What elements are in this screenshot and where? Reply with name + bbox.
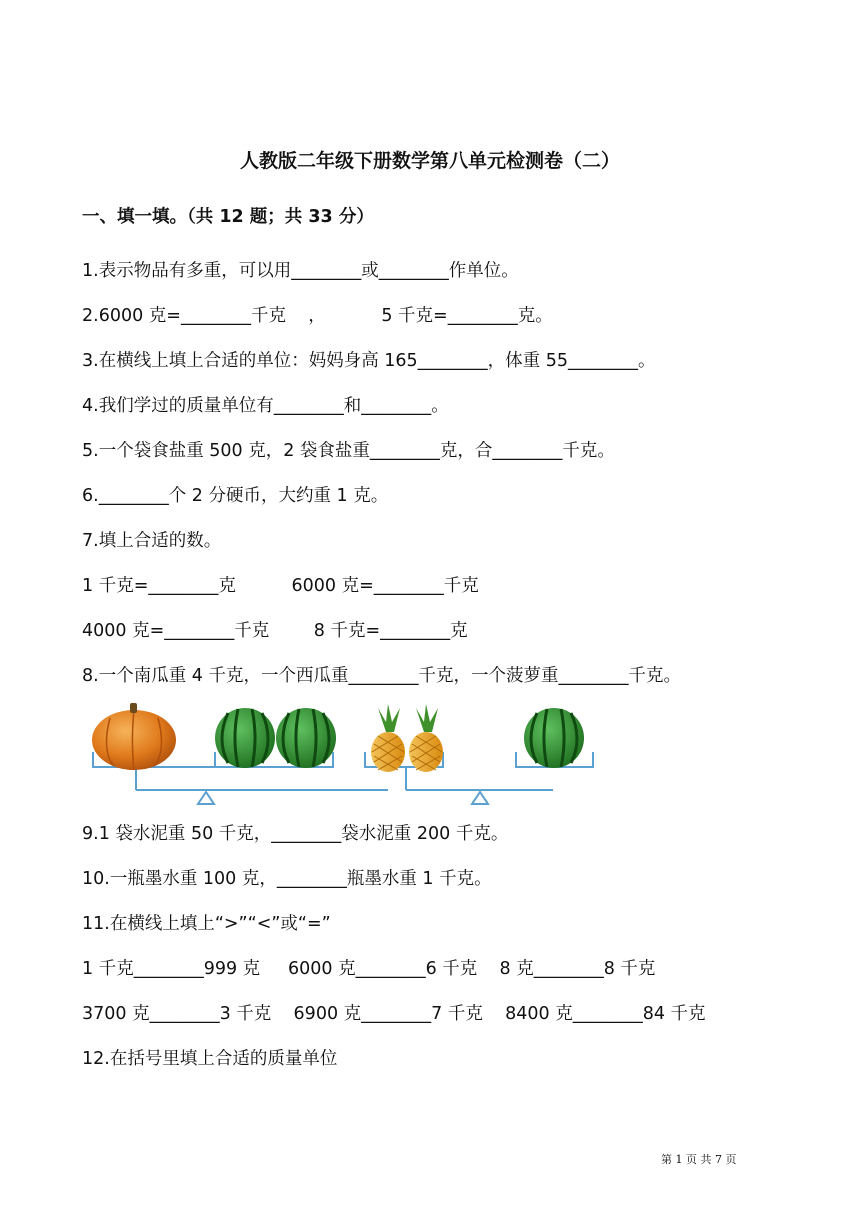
- question-3: 3.在横线上填上合适的单位：妈妈身高 165________，体重 55________。: [82, 351, 656, 371]
- question-7-row-2: 4000 克=________千克 8 千克=________克: [82, 621, 468, 641]
- section-heading: 一、填一填。（共 12 题；共 33 分）: [82, 207, 374, 227]
- question-9: 9.1 袋水泥重 50 千克，________袋水泥重 200 千克。: [82, 824, 509, 844]
- watermelon-icon: [524, 708, 584, 768]
- page-title: 人教版二年级下册数学第八单元检测卷（二）: [239, 150, 620, 172]
- question-7: 7.填上合适的数。: [82, 531, 222, 551]
- question-11: 11.在横线上填上“>”“<”或“=”: [82, 914, 331, 934]
- question-10: 10.一瓶墨水重 100 克，________瓶墨水重 1 千克。: [82, 869, 492, 889]
- watermelon-icon: [215, 708, 275, 768]
- question-11-row-1: 1 千克________999 克 6000 克________6 千克 8 克________8 千克: [82, 959, 656, 979]
- pineapple-icon: [371, 704, 405, 772]
- pineapple-icon: [409, 704, 443, 772]
- question-12: 12.在括号里填上合适的质量单位: [82, 1049, 338, 1069]
- question-11-row-2: 3700 克________3 千克 6900 克________7 千克 8400 克________84 千克: [82, 1004, 706, 1024]
- question-7-row-1: 1 千克=________克 6000 克=________千克: [82, 576, 479, 596]
- question-6: 6.________个 2 分硬币，大约重 1 克。: [82, 486, 389, 506]
- page-number: 第 1 页 共 7 页: [661, 1153, 737, 1166]
- question-1: 1.表示物品有多重，可以用________或________作单位。: [82, 261, 519, 281]
- question-2: 2.6000 克=________千克 ， 5 千克=________克。: [82, 306, 553, 326]
- watermelon-icon: [276, 708, 336, 768]
- question-4: 4.我们学过的质量单位有________和________。: [82, 396, 449, 416]
- pumpkin-icon: [92, 703, 176, 770]
- balance-illustration: [88, 700, 598, 808]
- question-8: 8.一个南瓜重 4 千克，一个西瓜重________千克，一个菠萝重________千克。: [82, 666, 681, 686]
- question-5: 5.一个袋食盐重 500 克，2 袋食盐重________克，合________千克。: [82, 441, 615, 461]
